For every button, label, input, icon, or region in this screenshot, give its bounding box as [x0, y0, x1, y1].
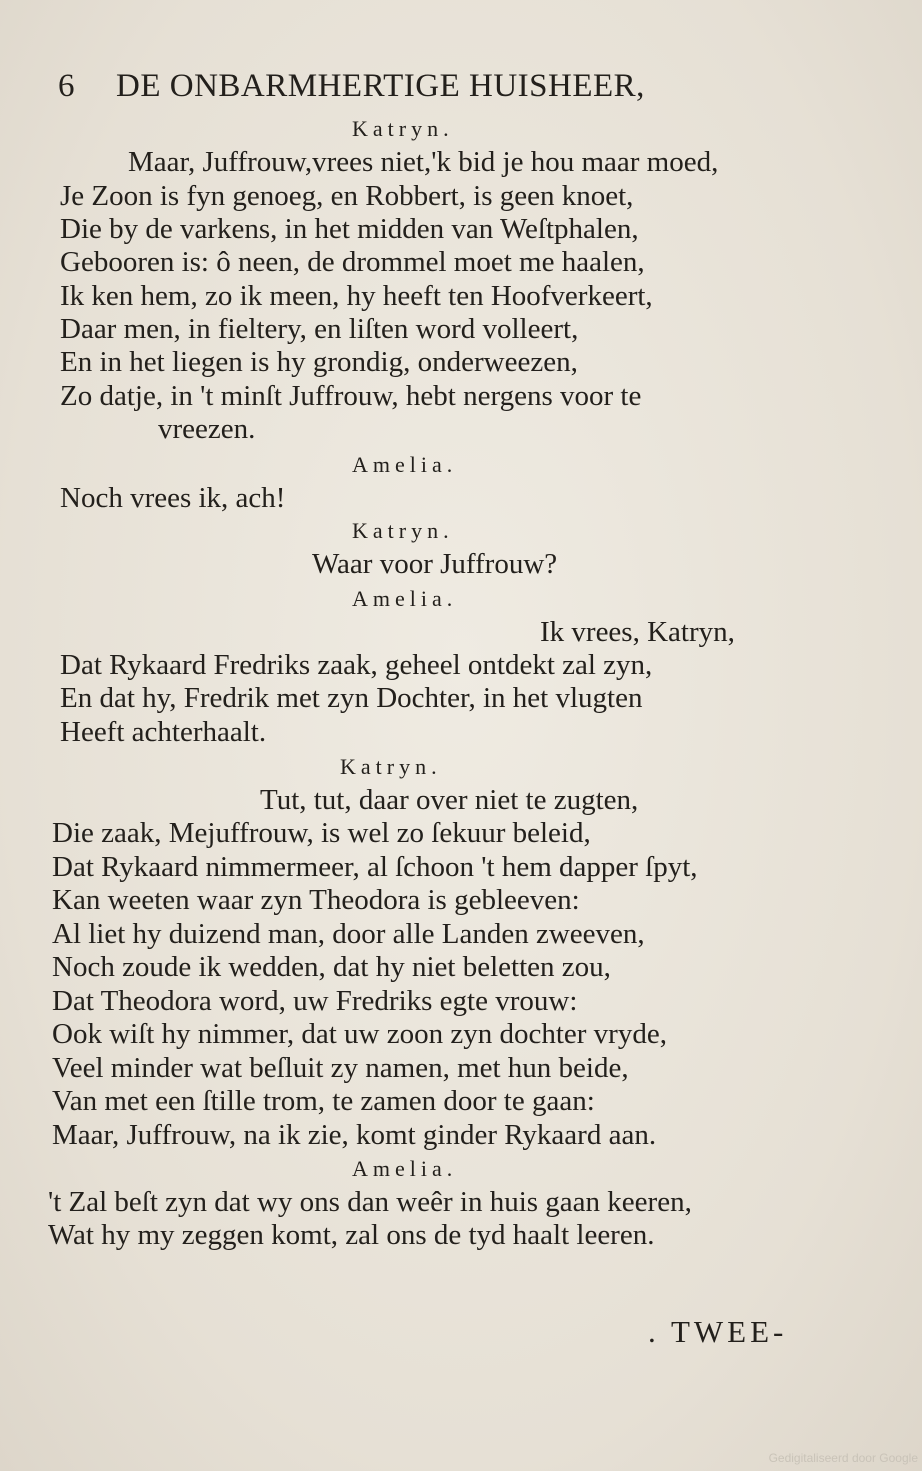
- running-title: DE ONBARMHERTIGE HUISHEER,: [116, 68, 645, 104]
- catchword: . TWEE-: [648, 1314, 788, 1349]
- speaker-name: Katryn.: [352, 116, 454, 141]
- verse-line: Tut, tut, daar over niet te zugten,: [260, 784, 639, 816]
- verse-line: Waar voor Juffrouw?: [312, 548, 558, 580]
- page-header: [58, 68, 818, 105]
- verse-line: Gebooren is: ô neen, de drommel moet me haalen,: [60, 246, 645, 278]
- verse-line: Ook wiſt hy nimmer, dat uw zoon zyn dochter vryde,: [52, 1018, 667, 1050]
- verse-line: Daar men, in fieltery, en liſten word volleert,: [60, 313, 579, 345]
- verse-line: Die by de varkens, in het midden van Weſtphalen,: [60, 213, 639, 245]
- verse-line: Die zaak, Mejuffrouw, is wel zo ſekuur beleid,: [52, 817, 591, 849]
- verse-line: Ik ken hem, zo ik meen, hy heeft ten Hoofverkeert,: [60, 280, 653, 312]
- verse-line: En dat hy, Fredrik met zyn Dochter, in het vlugten: [60, 682, 643, 714]
- verse-line: Heeft achterhaalt.: [60, 716, 267, 748]
- digitization-watermark: Gedigitaliseerd door Google: [768, 1451, 918, 1465]
- verse-line: Van met een ſtille trom, te zamen door te gaan:: [52, 1085, 595, 1117]
- speaker-name: Katryn.: [352, 518, 454, 543]
- verse-line: Dat Theodora word, uw Fredriks egte vrouw:: [52, 985, 578, 1017]
- verse-line: Zo datje, in 't minſt Juffrouw, hebt nergens voor te: [60, 380, 642, 412]
- verse-line: Ik vrees, Katryn,: [540, 616, 735, 648]
- verse-line: vreezen.: [158, 413, 256, 445]
- verse-line: Maar, Juffrouw,vrees niet,'k bid je hou maar moed,: [128, 146, 719, 178]
- verse-line: Kan weeten waar zyn Theodora is gebleeven:: [52, 884, 580, 916]
- speaker-name: Amelia.: [352, 452, 458, 477]
- speaker-name: Amelia.: [352, 1156, 458, 1181]
- verse-line: Al liet hy duizend man, door alle Landen zweeven,: [52, 918, 645, 950]
- verse-line: Veel minder wat beſluit zy namen, met hun beide,: [52, 1052, 629, 1084]
- verse-line: En in het liegen is hy grondig, onderweezen,: [60, 346, 578, 378]
- speaker-name: Katryn.: [340, 754, 442, 779]
- verse-line: Dat Rykaard Fredriks zaak, geheel ontdekt zal zyn,: [60, 649, 653, 681]
- page-number: 6: [58, 68, 75, 104]
- verse-line: Maar, Juffrouw, na ik zie, komt ginder Rykaard aan.: [52, 1119, 657, 1151]
- verse-line: Je Zoon is fyn genoeg, en Robbert, is geen knoet,: [60, 180, 634, 212]
- verse-line: Noch zoude ik wedden, dat hy niet beletten zou,: [52, 951, 611, 983]
- verse-line: Noch vrees ik, ach!: [60, 482, 286, 514]
- verse-line: Dat Rykaard nimmermeer, al ſchoon 't hem dapper ſpyt,: [52, 851, 698, 883]
- speaker-name: Amelia.: [352, 586, 458, 611]
- verse-line: Wat hy my zeggen komt, zal ons de tyd haalt leeren.: [48, 1219, 655, 1251]
- verse-line: 't Zal beſt zyn dat wy ons dan weêr in huis gaan keeren,: [48, 1186, 692, 1218]
